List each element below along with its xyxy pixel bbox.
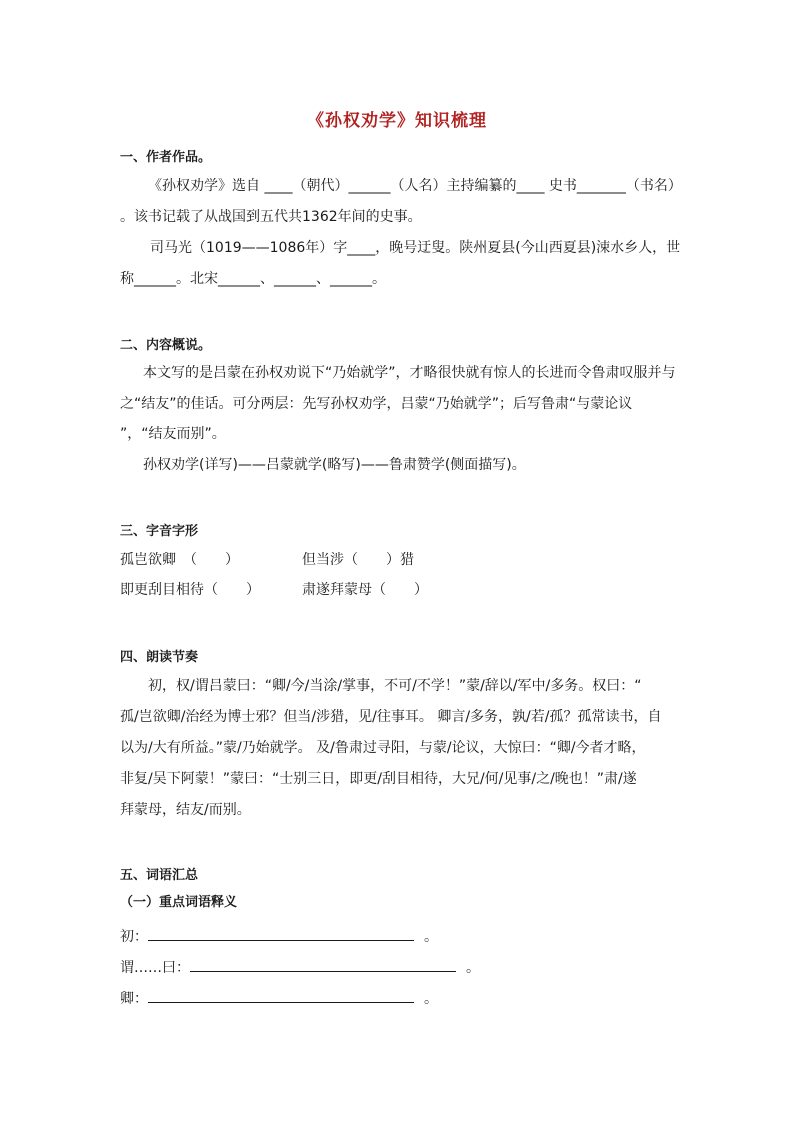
vocab-end: 。	[424, 991, 438, 1007]
section-2-line-4: 孙权劝学(详写)——吕蒙就学(略写)——鲁肃赞学(侧面描写)。	[143, 457, 526, 473]
vocab-end: 。	[424, 929, 438, 945]
section-2-line-2: 之“结友”的佳话。可分两层：先写孙权劝学，吕蒙“乃始就学”；后写鲁肃“与蒙论议	[120, 396, 633, 412]
section-1-line-3: 司马光（1019——1086年）字____，晚号迂叟。陕州夏县(今山西夏县)涑水乡人，世	[150, 240, 681, 256]
document-title: 《孙权劝学》知识梳理	[307, 111, 487, 131]
vocab-term: 谓……曰：	[120, 960, 190, 976]
section-1-line-4: 称______。北宋______、______、______。	[120, 271, 386, 287]
pronunciation-item: 但当涉（ ）猎	[302, 552, 414, 568]
pronunciation-item: 孤岂欲卿 （ ）	[120, 552, 239, 568]
vocab-item	[120, 957, 480, 978]
answer-blank[interactable]	[190, 957, 456, 972]
pronunciation-item: 即更刮目相待（ ）	[120, 582, 260, 598]
section-2-line-1: 本文写的是吕蒙在孙权劝说下“乃始就学”，才略很快就有惊人的长进而令鲁肃叹服并与	[143, 365, 676, 381]
section-3-heading: 三、字音字形	[120, 524, 199, 539]
pronunciation-item: 肃遂拜蒙母（ ）	[302, 582, 428, 598]
rhythm-line-5: 拜蒙母，结友/而别。	[120, 802, 251, 818]
section-2-heading: 二、内容概说。	[120, 338, 212, 353]
section-5-heading: 五、词语汇总	[120, 868, 199, 883]
rhythm-line-3: 以为/大有所益。”蒙/乃始就学。 及/鲁肃过寻阳，与蒙/论议，大惊曰：“卿/今者才略，	[120, 740, 646, 756]
answer-blank[interactable]	[148, 926, 414, 941]
section-2-line-3: ”，“结友而别”。	[120, 426, 226, 442]
section-5-subheading: （一）重点词语释义	[120, 895, 238, 910]
answer-blank[interactable]	[148, 988, 414, 1003]
vocab-item	[120, 988, 438, 1009]
section-1-line-2: 。该书记载了从战国到五代共1362年间的史事。	[120, 209, 422, 225]
section-1-line-1: 《孙权劝学》选自 ____（朝代）______（人名）主持编纂的____ 史书_______（书名）	[148, 178, 682, 194]
vocab-item	[120, 926, 438, 947]
rhythm-line-2: 孤/岂欲卿/治经为博士邪？但当/涉猎，见/往事耳。 卿言/多务，孰/若/孤？孤常读书，自	[120, 709, 662, 725]
vocab-term: 卿：	[120, 991, 148, 1007]
vocab-term: 初：	[120, 929, 148, 945]
rhythm-line-4: 非复/吴下阿蒙！”蒙曰：“士别三日，即更/刮目相待，大兄/何/见事/之/晚也！”肃/遂	[120, 771, 637, 787]
rhythm-line-1: 初，权/谓吕蒙曰：“卿/今/当涂/掌事，不可/不学！”蒙/辞以/军中/多务。权曰：“	[148, 678, 642, 694]
section-1-heading: 一、作者作品。	[120, 150, 212, 165]
section-4-heading: 四、朗读节奏	[120, 650, 199, 665]
vocab-end: 。	[466, 960, 480, 976]
